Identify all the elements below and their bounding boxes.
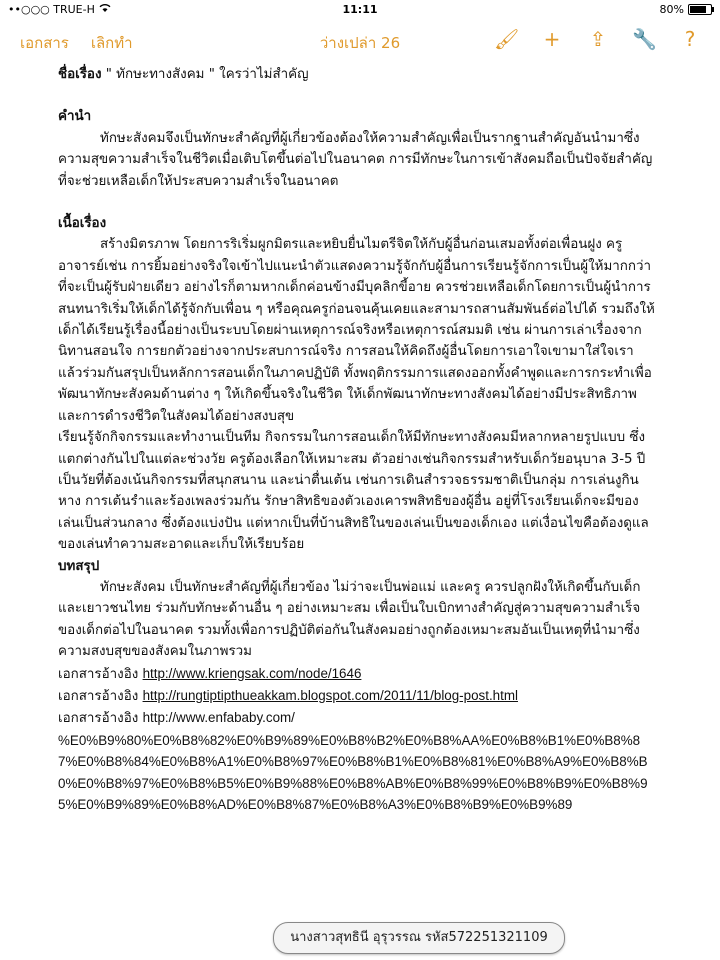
reference-link-3-tail[interactable]: %E0%B9%80%E0%B8%82%E0%B9%89%E0%B8%B2%E0%B8%AA%E0%B8%B1%E0%B8%87%E0%B8%84%E0%B8%A1%E0%B8%97%E0%B8%B1%E0%B8%81%E0%B8%A9%E0%B8%B0%E0%B8%97%E0%B8%B5%E0%B9%88%E0%B8%AB%E0%B8%99%E0%B8%B9%E0%B8%95%E0%B9%89%E0%B8%AD%E0%B8%87%E0%B8%A3%E0%B8%B9%E0%B9%89	[58, 732, 648, 812]
reference-label: เอกสารอ้างอิง	[58, 711, 139, 727]
reference-3	[58, 707, 658, 729]
body-paragraph-2: เรียนรู้จักกิจกรรมและทำงานเป็นทีม กิจกรรมในการสอนเด็กให้มีทักษะทางสังคมมีหลากหลายรูปแบบ ซึ่งแตกต่างกันไปในแต่ละช่วงวัย ครูต้องเลือกให้เหมาะสม ตัวอย่างเช่นกิจกรรมสำหรับเด็กวัยอนุบาล 3-5 ปี เป็นวัยที่ต้องเน้นกิจกรรมที่สนุกสนาน และน่าตื่นเต้น เช่นการเดินสำรวจธรรมชาติเป็นกลุ่ม การเล่นงูกินหาง การเต้นรำและร้องเพลงร่วมกัน รักษาสิทธิของตัวเองเคารพสิทธิของผู้อื่น อยู่ที่โรงเรียนเด็กจะมีของเล่นเป็นส่วนกลาง ซึ่งต้องแบ่งปัน แต่หากเป็นที่บ้านสิทธิในของเล่นเป็นของเด็กเอง แต่เงื่อนไขคือต้องดูแลของเล่นทำความสะอาดและเก็บให้เรียบร้อย	[58, 430, 649, 553]
clock: 11:11	[342, 3, 378, 16]
body-heading: เนื้อเรื่อง	[58, 216, 107, 232]
title-text: " ทักษะทางสังคม " ใครว่าไม่สำคัญ	[101, 67, 309, 82]
reference-link-2[interactable]: http://rungtiptipthueakkam.blogspot.com/2011/11/blog-post.html	[142, 687, 518, 703]
intro-paragraph: ทักษะสังคมจึงเป็นทักษะสำคัญที่ผู้เกี่ยวข้องต้องให้ความสำคัญเพื่อเป็นรากฐานสำคัญอันนำมาซึ่งความสุขความสำเร็จในชีวิตเมื่อเติบโตขึ้นต่อไปในอนาคต การมีทักษะในการเข้าสังคมถือเป็นปัจจัยสำคัญที่จะช่วยเหลือเด็กให้ประสบความสำเร็จในอนาคต	[58, 130, 653, 189]
author-label: นางสาวสุทธินี อุรุวรรณ รหัส572251321109	[273, 922, 565, 954]
app-toolbar	[0, 22, 720, 60]
summary-paragraph: ทักษะสังคม เป็นทักษะสำคัญที่ผู้เกี่ยวข้อง ไม่ว่าจะเป็นพ่อแม่ และครู ควรปลูกฝังให้เกิดขึ้นกับเด็กและเยาวชนไทย ร่วมกับทักษะด้านอื่น ๆ อย่างเหมาะสม เพื่อเป็นใบเบิกทางสำคัญสู่ความสุขความสำเร็จของเด็กต่อไปในอนาคต รวมทั้งเพื่อการปฏิบัติต่อกันในสังคมอย่างถูกต้องเหมาะสมอันเป็นเหตุที่นำมาซึ่งความสงบสุขของสังคมในภาพรวม	[58, 579, 641, 660]
reference-link-3-head[interactable]: http://www.enfababy.com/	[142, 710, 295, 726]
undo-button[interactable]: เลิกทำ	[90, 34, 133, 52]
add-icon[interactable]: +	[543, 27, 561, 51]
carrier-text: ••○○○ TRUE-H	[8, 3, 95, 16]
share-icon[interactable]: ⇪	[589, 27, 607, 51]
battery-indicator	[660, 3, 712, 16]
summary-heading: บทสรุป	[58, 558, 100, 574]
title-line	[58, 64, 658, 85]
document-body[interactable]	[58, 64, 658, 815]
intro-heading: คำนำ	[58, 109, 92, 125]
help-icon[interactable]: ?	[684, 27, 696, 51]
paintbrush-icon[interactable]: 🖌	[494, 27, 520, 51]
body-paragraph-1: สร้างมิตรภาพ โดยการริเริ่มผูกมิตรและหยิบยื่นไมตรีจิตให้กับผู้อื่นก่อนเสมอทั้งต่อเพื่อนฝูง ครูอาจารย์เช่น การยิ้มอย่างจริงใจเข้าไปแนะนำตัวแสดงความรู้จักกับผู้อื่นการเรียนรู้จักการเป็นผู้ให้มากกว่าที่จะเป็นผู้รับฝ่ายเดียว อย่างไรก็ตามหากเด็กค่อนข้างมีบุคลิกขี้อาย ควรช่วยเหลือเด็กโดยการเป็นผู้นำการสนทนาริเริ่มให้เด็กได้รู้จักกับเพื่อน ๆ หรือคุณครูก่อนจนคุ้นเคยและสามารถสานสัมพันธ์ต่อไปได้ รวมถึงให้เด็กได้เรียนรู้เรื่องนี้อย่างเป็นระบบโดยผ่านเหตุการณ์จริงหรือเหตุการณ์สมมติ เช่น ผ่านการเล่าเรื่องจากนิทานสอนใจ การยกตัวอย่างจากประสบการณ์จริง การสอนให้คิดถึงผู้อื่นโดยการเอาใจเขามาใส่ใจเรา แล้วร่วมกันสรุปเป็นหลักการสอนเด็กในภาคปฏิบัติ ทั้งพฤติกรรมการแสดงออกทั้งคำพูดและการกระทำเพื่อพัฒนาทักษะสังคมด้านต่าง ๆ ให้เกิดขึ้นจริงในชีวิต ให้เด็กพัฒนาทักษะทางสังคมได้อย่างมีประสิทธิภาพ และการดำรงชีวิตในสังคมได้อย่างสงบสุข	[58, 237, 655, 424]
title-label: ชื่อเรื่อง	[58, 67, 102, 82]
reference-label: เอกสารอ้างอิง	[58, 666, 139, 682]
reference-1	[58, 663, 658, 685]
documents-button[interactable]: เอกสาร	[20, 34, 69, 52]
reference-label: เอกสารอ้างอิง	[58, 688, 139, 704]
battery-percent: 80%	[659, 3, 684, 16]
reference-2	[58, 685, 658, 707]
wrench-icon[interactable]: 🔧	[632, 27, 657, 51]
document-title[interactable]: ว่างเปล่า 26	[319, 34, 401, 52]
battery-icon	[688, 4, 712, 15]
reference-link-1[interactable]: http://www.kriengsak.com/node/1646	[142, 665, 362, 681]
status-bar	[0, 0, 720, 20]
